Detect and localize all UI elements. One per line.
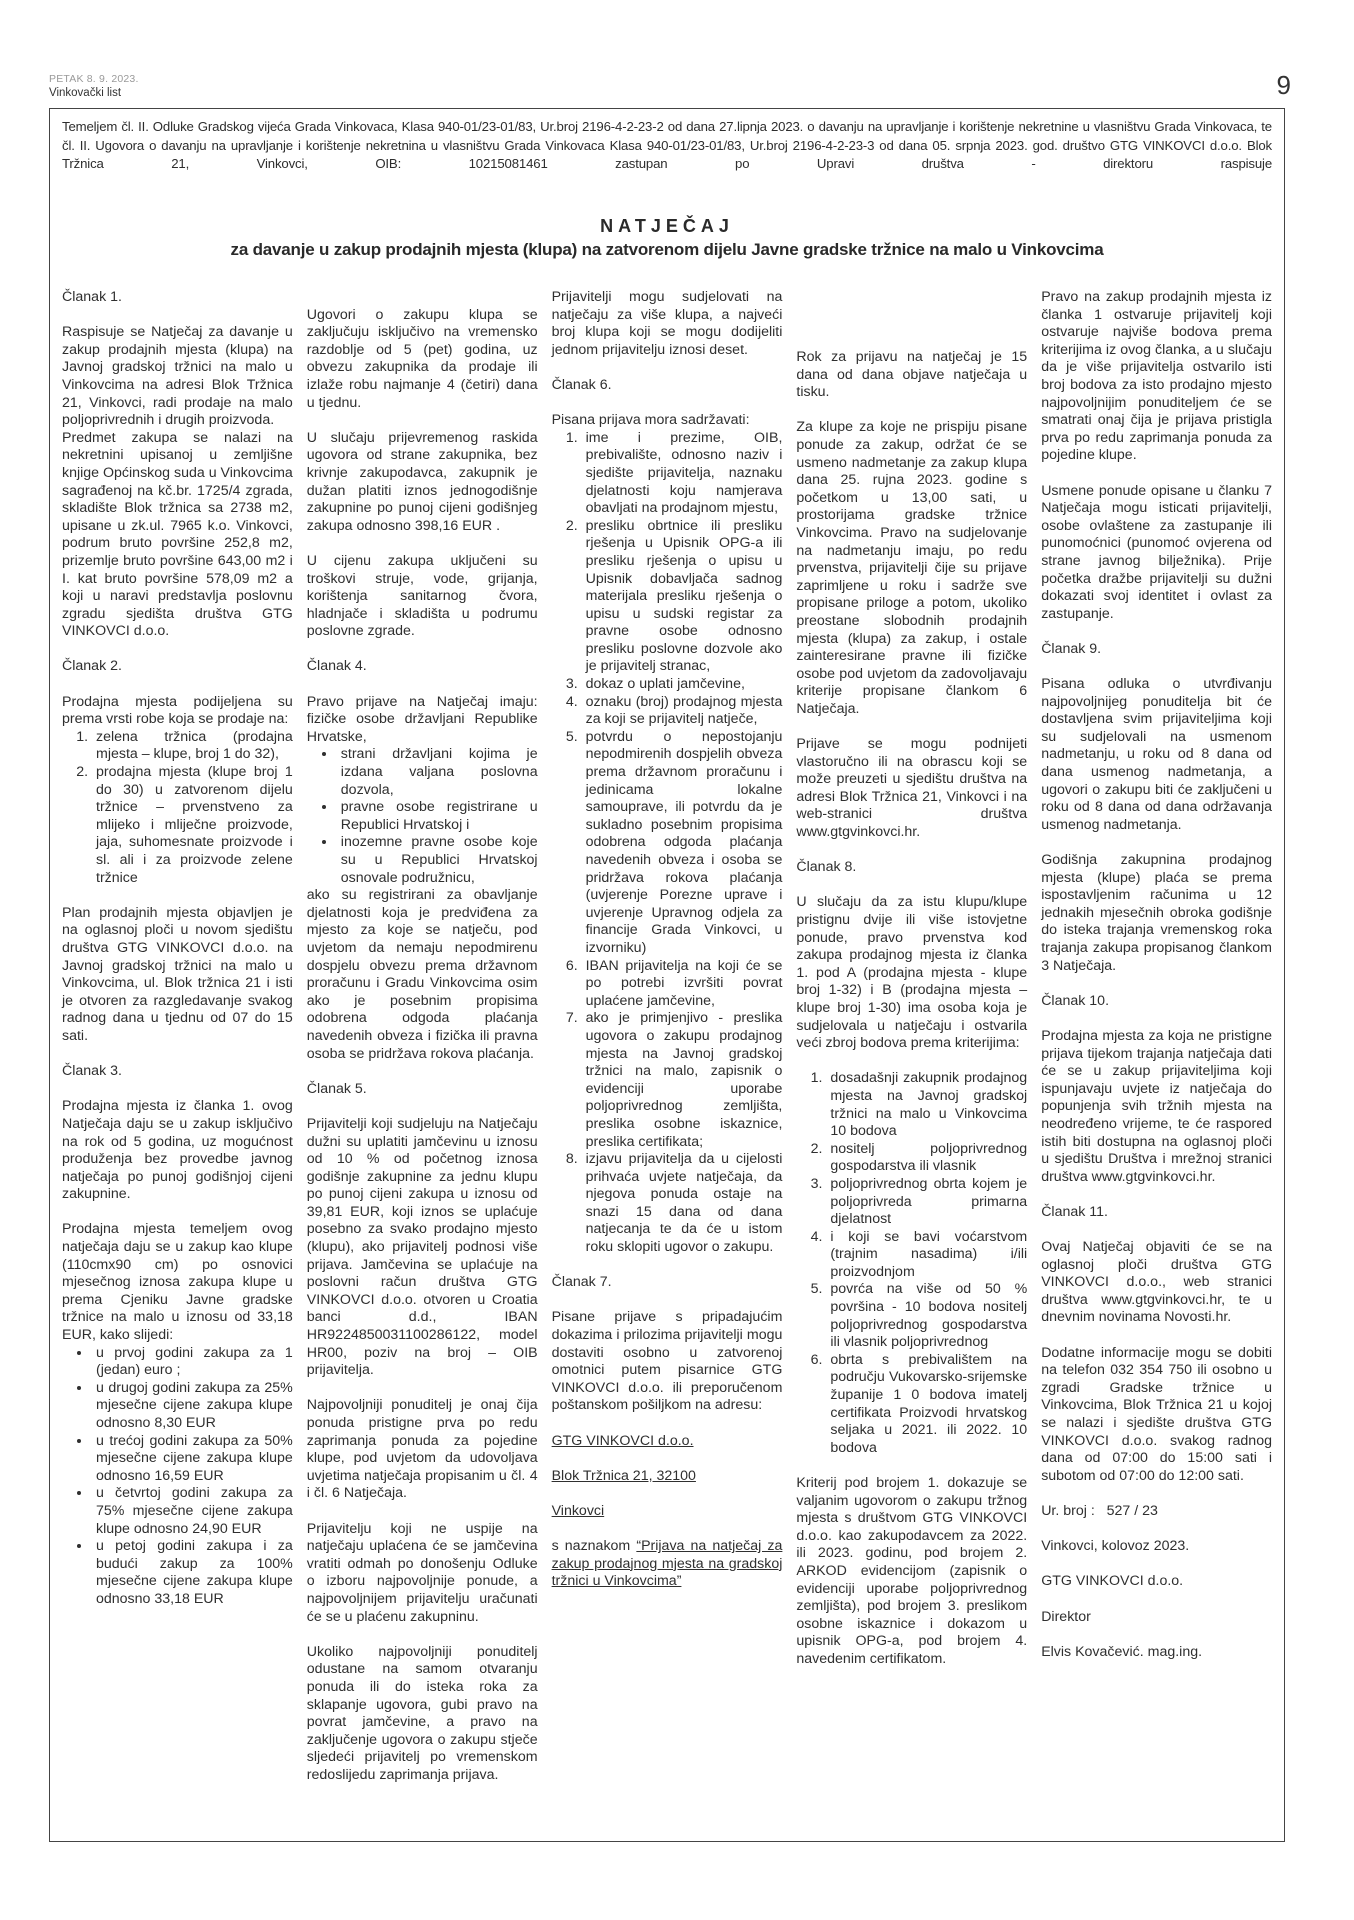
- article-6-list: [552, 430, 783, 1257]
- article-5-heading: Članak 5.: [306, 1080, 367, 1097]
- page-number: 9: [1276, 70, 1291, 100]
- article-8-heading: Članak 8.: [796, 859, 857, 876]
- article-columns: [62, 289, 1272, 1829]
- article-3-paragraph: U cijenu zakupa uključeni su troškovi struje, vode, grijanja, korištenja sanitarnog čvora, hladnjače i skladišta u podrumu poslovne zgrade.: [306, 552, 538, 640]
- article-6-heading: Članak 6.: [551, 376, 612, 393]
- list-item: 1. dosadašnji zakupnik prodajnog mjesta na Javnoj gradskoj tržnici na malo u Vinkovcima 10 bodova: [826, 1070, 1027, 1140]
- list-item: 2. presliku obrtnice ili presliku rješenja u Upisnik OPG-a ili presliku rješenja o upisu u Upisnik dobavljača sadnog materijala presliku rješenja o upisu u sudski registar za pravne osobe odnosno presliku poslovne dozvole ako je prijavitelj stranac,: [582, 518, 783, 676]
- article-7-paragraph: Rok za prijavu na natječaj je 15 dana od dana objave natječaja u tisku.: [796, 349, 1028, 401]
- article-7-paragraph: Prijave se mogu podnijeti vlastoručno ili na obrascu koji se može preuzeti u sjedištu društva na adresi Blok Tržnica 21, Vinkovci i na web-stranici društva www.gtgvinkovci.hr.: [796, 736, 1028, 841]
- list-item: 1. ime i prezime, OIB, prebivalište, odnosno naziv i sjedište prijavitelja, naznaku djelatnosti koju namjerava obavljati na prodajnom mjestu,: [582, 430, 783, 518]
- article-2-heading: Članak 2.: [62, 658, 122, 675]
- column-1: [62, 289, 293, 1829]
- article-4-paragraph: ako su registrirani za obavljanje djelatnosti koja je predviđena za mjesto za koje se natječu, pod uvjetom da nemaju nepodmirenu dospjelu obvezu prema državnom proračunu i Gradu Vinkovcima osim ako je posebnim propisima odobrena odgoda plaćanja navedenih obveza i fizička ili pravna osoba se pridržava rokova plaćanja.: [306, 887, 538, 1062]
- article-6-paragraph: Pisana prijava mora sadržavati:: [551, 412, 750, 429]
- article-3-paragraph: Ugovori o zakupu klupa se zaključuju isključivo na vremensko razdoblje od 5 (pet) godina, uz obvezu zakupnika da prodaje ili izlaže robu najmanje 4 (četiri) dana u tjednu.: [306, 306, 538, 411]
- article-5-paragraph: Najpovoljniji ponuditelj je onaj čija ponuda pristigne prva po redu zaprimanja ponuda za pojedine klupe, pod uvjetom da udovoljava uvjetima natječaja propisanim u čl. 4 i čl. 6 Natječaja.: [306, 1397, 538, 1502]
- article-4-paragraph: Pravo prijave na Natječaj imaju: fizičke osobe državljani Republike Hrvatske,: [306, 693, 538, 745]
- article-1-paragraph: Raspisuje se Natječaj za davanje u zakup prodajnih mjesta (klupa) na Javnoj gradskoj tržnici na malo u Vinkovcima na adresi Blok Tržnica 21, Vinkovci, radi prodaje na malo poljoprivrednih i drugih proizvoda.: [62, 324, 293, 429]
- column-3: [552, 289, 783, 1829]
- article-8-paragraph: Pravo na zakup prodajnih mjesta iz članka 1 ostvaruje prijavitelj koji ostvaruje najviše bodova prema kriterijima iz ovog članka, a u slučaju da je više prijavitelja ostvarilo isti broj bodova za isto prodajno mjesto najpovoljnijim ponuditeljem će se smatrati onaj čija je prijava pristigla prva po redu zaprimanja ponuda za pojedine klupe.: [1041, 289, 1272, 464]
- list-item: • strani državljani kojima je izdana valjana poslovna dozvola,: [337, 746, 538, 799]
- article-10-heading: Članak 10.: [1041, 992, 1110, 1009]
- list-item: • inozemne pravne osobe koje su u Republici Hrvatskoj osnovale podružnicu,: [337, 834, 538, 887]
- article-2-paragraph: Plan prodajnih mjesta objavljen je na oglasnoj ploči u novom sjedištu društva GTG VINKOVCI d.o.o. na Javnoj gradskoj tržnici na malo u Vinkovcima, ul. Blok tržnica 21 i isti je otvoren za razgledavanje svakog radnog dana u tjednu od 07 do 15 sati.: [62, 904, 293, 1044]
- column-5: [1041, 289, 1272, 1829]
- list-item: 3. dokaz o uplati jamčevine,: [582, 676, 783, 694]
- postal-address-city: Vinkovci: [551, 1502, 605, 1519]
- article-9-paragraph: Godišnja zakupnina prodajnog mjesta (klupe) plaća se prema ispostavljenim računima u 12 jednakih mjesečnih obroka godišnje do isteka trajanja vremenskog roka trajanja zakupa propisanog člankom 3 Natječaja.: [1041, 852, 1272, 974]
- article-8-paragraph: U slučaju da za istu klupu/klupe pristignu dvije ili više istovjetne ponude, pravo prvenstva kod zakupa prodajnog mjesta iz članka 1. pod A (prodajna mjesta - klupe broj 1-32) i B (prodajna mjesta – klupe broj 1-30) ima osoba koja je sudjelovala u natječaju i ostvarila veći zbroj bodova prema kriterijima:: [796, 894, 1028, 1052]
- article-11-heading: Članak 11.: [1041, 1203, 1108, 1220]
- article-2-paragraph: Prodajna mjesta podijeljena su prema vrsti robe koja se prodaje na:: [62, 693, 293, 728]
- article-5-paragraph: Ukoliko najpovoljniji ponuditelj odustane na samom otvaranju ponuda ili do isteka roka za sklapanje ugovora, gubi pravo na povrat jamčevine, a pravo na zaključenje ugovora o zakupu stječe sljedeći prijavitelj po vremenskom redoslijedu zaprimanja prijava.: [306, 1643, 538, 1783]
- column-4: [796, 289, 1027, 1829]
- postal-address-street: Blok Tržnica 21, 32100: [551, 1467, 696, 1484]
- list-item: 6. obrta s prebivalištem na području Vukovarsko-srijemske županije 1 0 bodova imatelj certifikata Proizvodi hrvatskog seljaka u 2021. ili 2022. 10 bodova: [826, 1352, 1027, 1458]
- list-item: 4. oznaku (broj) prodajnog mjesta za koji se prijavitelj natječe,: [582, 694, 783, 729]
- article-7-paragraph: Pisane prijave s pripadajućim dokazima i prilozima prijavitelji mogu dostaviti osobno u zatvorenoj omotnici putem pisarnice GTG VINKOVCI d.o.o. ili preporučenom poštanskom pošiljkom na adresu:: [551, 1309, 783, 1414]
- list-item: 5. potvrdu o nepostojanju nepodmirenih dospjelih obveza prema državnom proračunu i jedinicama lokalne samouprave, ili potvrdu da je sukladno posebnim propisima odobrena odgoda plaćanja navedenih obveza i osoba se pridržava rokova plaćanja (uvjerenje Porezne uprave i uvjerenje Upravnog odjela za financije Grada Vinkovci, u izvorniku): [582, 729, 783, 958]
- list-item: • u trećoj godini zakupa za 50% mjesečne cijene zakupa klupe odnosno 16,59 EUR: [92, 1433, 293, 1486]
- reference-number: Ur. broj : 527 / 23: [1041, 1502, 1158, 1519]
- list-item: • u drugoj godini zakupa za 25% mjesečne cijene zakupa klupe odnosno 8,30 EUR: [92, 1380, 293, 1433]
- list-item: • pravne osobe registrirane u Republici Hrvatskoj i: [337, 799, 538, 834]
- notice-intro-text: Temeljem čl. II. Odluke Gradskog vijeća Grada Vinkovaca, Klasa 940-01/23-01/83, Ur.broj 2196-4-2-23-2 od dana 27.lipnja 2023. o davanju na upravljanje i korištenje nekretnine u vlasništvu Grada Vinkovaca, te čl. II. Ugovora o davanju na upravljanje i korištenje nekretnina u vlasništvu Grada Vinkovaca Klasa 940-01/23-01/83, Ur.broj 2196-4-2-23-3 od dana 05. srpnja 2023. god. društvo GTG VINKOVCI d.o.o. Blok Tržnica 21, Vinkovci, OIB: 10215081461 zastupan po Upravi društva - direktoru raspisuje: [62, 119, 1272, 171]
- article-2-list: [62, 729, 293, 887]
- list-item: • u četvrtoj godini zakupa za 75% mjesečne cijene zakupa klupe odnosno 24,90 EUR: [92, 1485, 293, 1538]
- article-3-heading: Članak 3.: [62, 1063, 122, 1080]
- list-item: 7. ako je primjenjivo - preslika ugovora o zakupu prodajnog mjesta na Javnoj gradskoj tržnici na malo, zapisnik o evidenciji uporabe poljoprivrednog zemljišta, preslika osobne iskaznice, preslika certifikata;: [582, 1010, 783, 1151]
- article-4-list: [307, 746, 538, 887]
- list-item: 1. zelena tržnica (prodajna mjesta – klupe, broj 1 do 32),: [92, 729, 293, 764]
- article-4-heading: Članak 4.: [306, 658, 367, 675]
- article-1-heading: Članak 1.: [62, 289, 122, 305]
- list-item: 4. i koji se bavi voćarstvom (trajnim nasadima) i/ili proizvodnjom: [826, 1229, 1027, 1282]
- article-7-paragraph: Za klupe za koje ne prispiju pisane ponude za zakup, održat će se usmeno nadmetanje za zakup klupa dana 25. rujna 2023. godine s početkom u 13,00 sati, u prostorijama gradske tržnice Vinkovcima. Pravo na sudjelovanje na nadmetanju imaju, po redu prvenstva, prijavitelji čije su prijave zaprimljene u roku i sadrže sve propisane priloge a potom, ukoliko preostane slobodnih prodajnih mjesta (klupa) za zakup, i ostale zainteresirane pravne ili fizičke osobe pod uvjetom da zadovoljavaju kriterije propisane člankom 6 Natječaja.: [796, 419, 1028, 717]
- list-item: 2. prodajna mjesta (klupe broj 1 do 30) u zatvorenom dijelu tržnice – prvenstveno za mlijeko i mliječne proizvode, jaja, suhomesnate proizvode i sl. ali i za proizvode zelene tržnice: [92, 764, 293, 887]
- public-notice-box: [49, 108, 1285, 1842]
- article-8-criteria-list: [796, 1070, 1027, 1457]
- masthead-date: PETAK 8. 9. 2023.: [49, 73, 139, 85]
- list-item: • u petoj godini zakupa i za budući zakup za 100% mjesečne cijene zakupa klupe odnosno 33,18 EUR: [92, 1538, 293, 1608]
- article-11-paragraph: Dodatne informacije mogu se dobiti na telefon 032 354 750 ili osobno u zgradi Gradske tržnice u Vinkovcima, Blok Tržnica 21 u kojoj se nalazi i sjedište društva GTG VINKOVCI d.o.o. svakog radnog dana od 07:00 do 15:00 sati i subotom od 07:00 do 12:00 sati.: [1041, 1344, 1272, 1484]
- article-9-paragraph: Pisana odluka o utvrđivanju najpovoljnijeg ponuditelja bit će dostavljena svim prijaviteljima koji su sudjelovali na usmenom nadmetanju, u roku od 8 dana od dana usmenog nadmetanja, a ugovori o zakupu biti će zaključeni u roku od 8 dana od dana održavanja usmenog nadmetanja.: [1041, 676, 1272, 833]
- article-9-heading: Članak 9.: [1041, 640, 1102, 657]
- column-2: [307, 289, 538, 1829]
- envelope-mark-text: “Prijava na natječaj za zakup prodajnog mjesta na gradskoj tržnici u Vinkovcima”: [551, 1538, 783, 1590]
- notice-title: NATJEČAJ: [600, 216, 734, 236]
- list-item: • u prvoj godini zakupa za 1 (jedan) euro ;: [92, 1345, 293, 1380]
- article-3-paragraph: Prodajna mjesta iz članka 1. ovog Natječaja daju se u zakup isključivo na rok od 5 godina, uz mogućnost produženja bez provedbe javnog natječaja po punoj godišnjoj cijeni zakupnine.: [62, 1098, 293, 1203]
- article-8-paragraph: Usmene ponude opisane u članku 7 Natječaja mogu isticati prijavitelji, osobe ovlaštene za zastupanje ili punomoćnici (punomoć ovjerena od strane javnog bilježnika). Prije početka dražbe prijavitelji su dužni dokazati svoj identitet i ovlast za zastupanje.: [1041, 482, 1272, 622]
- signature-company: GTG VINKOVCI d.o.o.: [1041, 1573, 1184, 1590]
- article-11-paragraph: Ovaj Natječaj objaviti će se na oglasnoj ploči društva GTG VINKOVCI d.o.o., web stranici društva www.gtgvinkovci.hr, te u dnevnim novinama Novosti.hr.: [1041, 1239, 1272, 1326]
- list-item: 3. poljoprivrednog obrta kojem je poljoprivreda primarna djelatnost: [826, 1176, 1027, 1229]
- article-8-paragraph: Kriterij pod brojem 1. dokazuje se valjanim ugovorom o zakupu tržnog mjesta s društvom GTG VINKOVCI d.o.o. kao zakupodavcem za 2022. ili 2023. godinu, pod brojem 2. ARKOD evidencijom (zapisnik o evidenciji uporabe poljoprivrednog zemljišta), pod brojem 3. preslikom osobne iskaznice i dokazom u upisnik OPG-a, pod brojem 4. navedenim certifikatom.: [796, 1475, 1028, 1667]
- signature-name: Elvis Kovačević. mag.ing.: [1041, 1643, 1203, 1660]
- masthead-paper-name: Vinkovački list: [49, 87, 122, 99]
- article-10-paragraph: Prodajna mjesta za koja ne pristigne prijava tijekom trajanja natječaja dati će se u zakup prijaviteljima koji ispunjavaju uvjete iz natječaja do popunjenja svih tržnih mjesta na neodređeno vrijeme, te će raspored istih biti dostupna na oglasnoj ploči u sjedištu Društva i mrežnoj stranici društva www.gtgvinkovci.hr.: [1041, 1027, 1272, 1185]
- postal-address-company: GTG VINKOVCI d.o.o.: [551, 1432, 694, 1449]
- article-7-heading: Članak 7.: [551, 1274, 612, 1291]
- article-3-price-list: [62, 1345, 293, 1609]
- notice-intro: [62, 118, 1272, 174]
- envelope-mark-prefix: s naznakom: [551, 1538, 637, 1555]
- signature-place-date: Vinkovci, kolovoz 2023.: [1041, 1538, 1190, 1555]
- list-item: 2. nositelj poljoprivrednog gospodarstva ili vlasnik: [826, 1141, 1027, 1176]
- article-5-paragraph: Prijavitelji koji sudjeluju na Natječaju dužni su uplatiti jamčevinu u iznosu od 10 % od početnog iznosa godišnje zakupnine za jednu klupu po punoj cijeni zakupa u iznosu od 39,81 EUR, koji iznos se uplaćuje posebno za svako prodajno mjesto (klupu), ako prijavitelj podnosi više prijava. Jamčevina se uplaćuje na poslovni račun društva GTG VINKOVCI d.o.o. otvoren u Croatia banci d.d., IBAN HR9224850031100286122, model HR00, poziv na broj – OIB prijavitelja.: [306, 1115, 538, 1379]
- article-3-paragraph: U slučaju prijevremenog raskida ugovora od strane zakupnika, bez krivnje zakupodavca, zakupnik je dužan platiti iznos jednogodišnje zakupnine po punoj cijeni godišnjeg zakupa odnosno 398,16 EUR .: [306, 429, 538, 534]
- list-item: 6. IBAN prijavitelja na koji će se po potrebi izvršiti povrat uplaćene jamčevine,: [582, 958, 783, 1011]
- envelope-mark: [552, 1538, 783, 1591]
- list-item: 8. izjavu prijavitelja da u cijelosti prihvaća uvjete natječaja, da njegova ponuda ostaje na snazi 15 dana od dana natjecanja te da će u istom roku sklopiti ugovor o zakupu.: [582, 1151, 783, 1257]
- article-3-paragraph: Prodajna mjesta temeljem ovog natječaja daju se u zakup kao klupe (110cmx90 cm) po osnovici mjesečnog iznosa zakupa klupe u prema Cjeniku Javne gradske tržnice na malo u iznosu od 33,18 EUR, kako slijedi:: [62, 1221, 293, 1344]
- article-5-paragraph: Prijavitelji mogu sudjelovati na natječaju za više klupa, a najveći broj klupa koji se mogu dodijeliti jednom prijavitelju iznosi deset.: [551, 289, 783, 358]
- notice-subtitle: za davanje u zakup prodajnih mjesta (klupa) na zatvorenom dijelu Javne gradske tržnice na malo u Vinkovcima: [230, 240, 1104, 259]
- signature-role: Direktor: [1041, 1608, 1091, 1625]
- article-5-paragraph: Prijavitelju koji ne uspije na natječaju uplaćena će se jamčevina vratiti odmah po donošenju Odluke o izboru najpovoljnije ponude, a najpovoljnijem prijavitelju uračunati će se u plaćenu zakupninu.: [306, 1520, 538, 1625]
- article-1-paragraph: Predmet zakupa se nalazi na nekretnini upisanoj u zemljišne knjige Općinskog suda u Vinkovcima sagrađenoj na kč.br. 1725/4 zgrada, skladište Blok tržnica sa 2738 m2, upisane u zk.ul. 7965 k.o. Vinkovci, podrum bruto površine 252,8 m2, prizemlje bruto površine 643,00 m2 i I. kat bruto površine 578,09 m2 a koji u naravi predstavlja poslovnu zgradu sjedišta društva GTG VINKOVCI d.o.o.: [62, 429, 293, 640]
- list-item: 5. povrća na više od 50 % površina - 10 bodova nositelj poljoprivrednog gospodarstva ili vlasnik poljoprivrednog: [826, 1281, 1027, 1351]
